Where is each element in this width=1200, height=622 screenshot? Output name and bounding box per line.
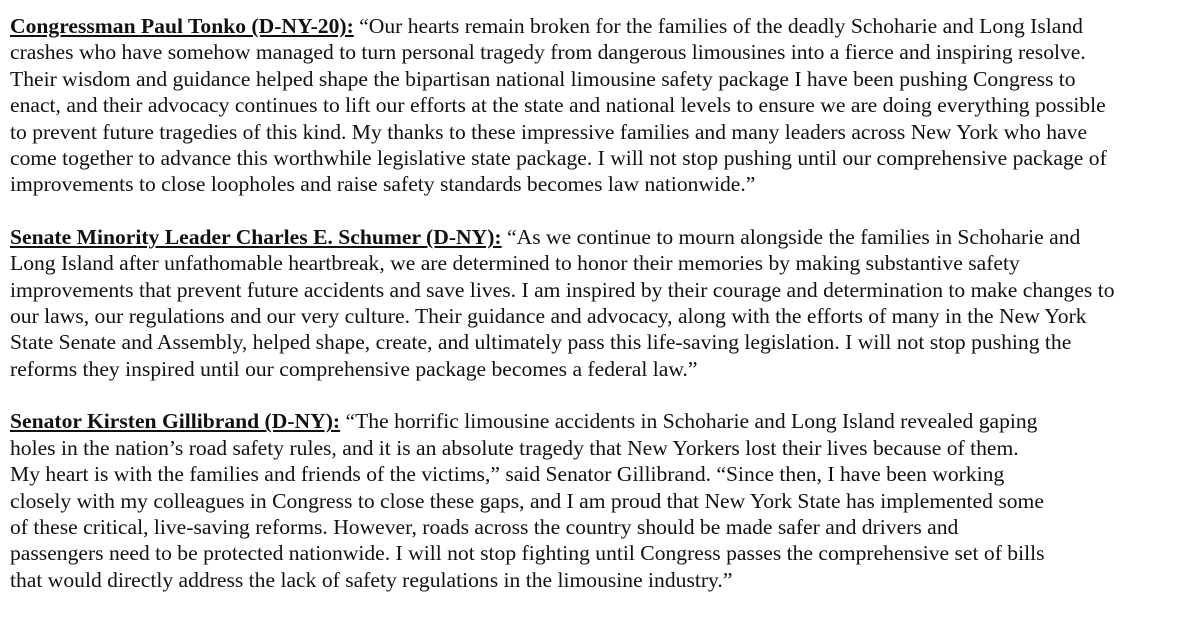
statement-tonko xyxy=(10,13,1192,198)
quote-text: “Our hearts remain broken for the families of the deadly Schoharie and Long Island xyxy=(359,14,1083,38)
statement-line: our laws, our regulations and our very culture. Their guidance and advocacy, along with the efforts of many in the New York xyxy=(10,304,1087,329)
statement-line: come together to advance this worthwhile legislative state package. I will not stop pushing until our comprehensive package of xyxy=(10,146,1107,171)
statement-line: Their wisdom and guidance helped shape the bipartisan national limousine safety package I have been pushing Congress to xyxy=(10,66,1076,91)
statement-line xyxy=(10,224,1192,250)
statement-line: improvements to close loopholes and raise safety standards becomes law nationwide.” xyxy=(10,172,756,197)
statement-line: My heart is with the families and friends of the victims,” said Senator Gillibrand. “Since then, I have been working xyxy=(10,462,1005,487)
statement-line: State Senate and Assembly, helped shape, create, and ultimately pass this life-saving legislation. I will not stop pushing the xyxy=(10,330,1072,355)
quote-text: “As we continue to mourn alongside the families in Schoharie and xyxy=(507,224,1081,249)
statement-line: to prevent future tragedies of this kind. My thanks to these impressive families and many leaders across New York who have xyxy=(10,119,1088,144)
press-statements xyxy=(10,13,1192,593)
statement-line: closely with my colleagues in Congress to close these gaps, and I am proud that New York State has implemented some xyxy=(10,488,1044,513)
statement-line: that would directly address the lack of safety regulations in the limousine industry.” xyxy=(10,567,733,592)
statement-line: improvements that prevent future accidents and save lives. I am inspired by their courage and determination to make changes to xyxy=(10,277,1115,302)
speaker-name: Senator Kirsten Gillibrand (D-NY): xyxy=(10,409,341,434)
speaker-name: Congressman Paul Tonko (D-NY-20): xyxy=(10,14,354,38)
statement-line: enact, and their advocacy continues to lift our efforts at the state and national levels to ensure we are doing everything possible xyxy=(10,93,1106,118)
statement-schumer xyxy=(10,224,1192,382)
statement-line: passengers need to be protected nationwide. I will not stop fighting until Congress passes the comprehensive set of bills xyxy=(10,541,1045,566)
statement-line: crashes who have somehow managed to turn personal tragedy from dangerous limousines into a fierce and inspiring resolve. xyxy=(10,40,1086,65)
statement-line xyxy=(10,408,1192,434)
statement-gillibrand xyxy=(10,408,1192,593)
statement-line: of these critical, live-saving reforms. However, roads across the country should be made safer and drivers and xyxy=(10,514,959,539)
statement-line: reforms they inspired until our comprehensive package becomes a federal law.” xyxy=(10,356,698,381)
quote-text: “The horrific limousine accidents in Schoharie and Long Island revealed gaping xyxy=(345,409,1038,434)
statement-line xyxy=(10,13,1192,39)
statement-line: holes in the nation’s road safety rules, and it is an absolute tragedy that New Yorkers lost their lives because of them. xyxy=(10,435,1019,460)
statement-line: Long Island after unfathomable heartbreak, we are determined to honor their memories by making substantive safety xyxy=(10,251,1020,276)
speaker-name: Senate Minority Leader Charles E. Schumer (D-NY): xyxy=(10,224,502,249)
